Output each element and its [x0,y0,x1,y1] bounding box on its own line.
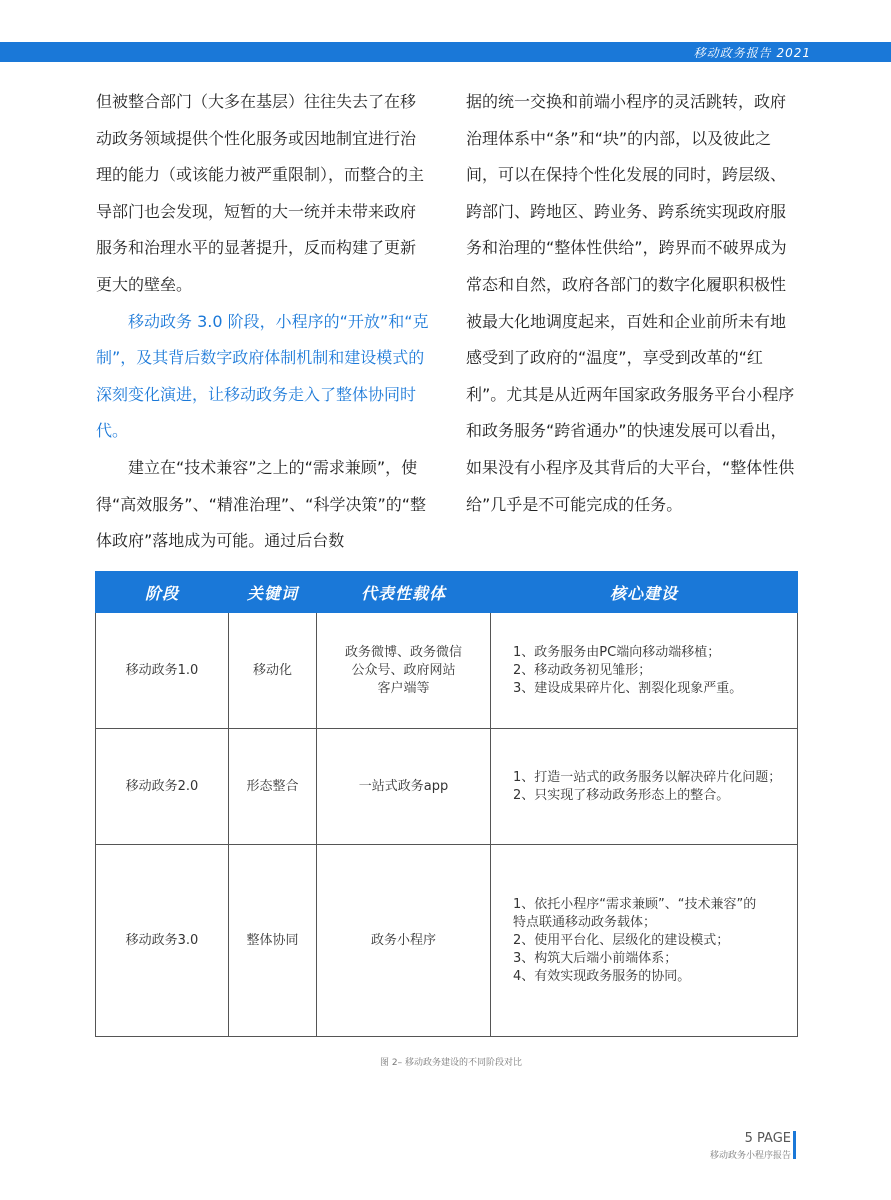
highlighted-paragraph: 移动政务 3.0 阶段，小程序的“开放”和“克制”，及其背后数字政府体制机制和建设模式的深刻变化演进，让移动政务走入了整体协同时代。 [96,311,429,441]
core-cell [491,729,798,845]
paragraph: 但被整合部门（大多在基层）往往失去了在移动政务领域提供个性化服务或因地制宜进行治理的能力（或该能力被严重限制），而整合的主导部门也会发现，短暂的大一统并未带来政府服务和治理水平的显著提升，反而构建了更新更大的壁垒。 [96,92,425,294]
paragraph: 据的统一交换和前端小程序的灵活跳转，政府治理体系中“条”和“块”的内部，以及彼此之间，可以在保持个性化发展的同时，跨层级、跨部门、跨地区、跨业务、跨系统实现政府服务和治理的“整体性供给”，跨界而不破界成为常态和自然，政府各部门的数字化履职积极性被最大化地调度起来，百姓和企业前所未有地感受到了政府的“温度”，享受到改革的“红利”。尤其是从近两年国家政务服务平台小程序和政务服务“跨省通办”的快速发展可以看出，如果没有小程序及其背后的大平台，“整体性供给”几乎是不可能完成的任务。 [466,92,795,514]
core-line: 4、有效实现政务服务的协同。 [513,968,691,984]
carrier-line: 客户端等 [377,680,430,696]
core-line: 1、政务服务由PC端向移动端移植； [513,644,721,660]
core-cell [491,845,798,1037]
core-line: 特点联通移动政务载体； [513,914,657,930]
core-cell [491,613,798,729]
stage-cell: 移动政务2.0 [96,729,229,845]
carrier-cell [317,845,491,1037]
column-header-carrier: 代表性载体 [317,572,491,613]
core-line: 3、建设成果碎片化、割裂化现象严重。 [513,680,743,696]
core-line: 2、移动政务初见雏形； [513,662,652,678]
footer-report-name: 移动政务小程序报告 [709,1151,791,1161]
core-line: 2、使用平台化、层级化的建设模式； [513,932,730,948]
table-row [96,613,798,729]
page-number: 5 PAGE [744,1131,791,1146]
carrier-line: 政务小程序 [370,932,436,948]
footer-accent-bar [793,1131,796,1159]
core-line: 3、构筑大后端小前端体系； [513,950,678,966]
keyword-cell: 整体协同 [229,845,317,1037]
keyword-cell: 形态整合 [229,729,317,845]
carrier-line: 政务微博、政务微信 [344,644,462,660]
table-row [96,729,798,845]
body-column-left [96,84,430,560]
paragraph: 建立在“技术兼容”之上的“需求兼顾”，使得“高效服务”、“精准治理”、“科学决策”的“整体政府”落地成为可能。通过后台数 [96,457,427,551]
column-header-keyword: 关键词 [229,572,317,613]
carrier-cell [317,613,491,729]
core-line: 2、只实现了移动政务形态上的整合。 [513,787,730,803]
carrier-cell [317,729,491,845]
header-report-title: 移动政务报告 2021 [693,46,811,60]
carrier-line: 一站式政务app [358,778,449,794]
stage-comparison-table [95,571,798,1037]
table-row [96,845,798,1037]
body-column-right [466,84,800,523]
carrier-line: 公众号、政府网站 [351,662,456,678]
keyword-cell: 移动化 [229,613,317,729]
core-line: 1、依托小程序“需求兼顾”、“技术兼容”的 [513,896,757,912]
header-bar [0,42,891,62]
figure-caption: 图 2– 移动政务建设的不同阶段对比 [380,1058,522,1068]
core-line: 1、打造一站式的政务服务以解决碎片化问题； [513,769,782,785]
column-header-core: 核心建设 [491,572,798,613]
table-header-row [96,572,798,613]
stage-cell: 移动政务1.0 [96,613,229,729]
column-header-stage: 阶段 [96,572,229,613]
stage-cell: 移动政务3.0 [96,845,229,1037]
